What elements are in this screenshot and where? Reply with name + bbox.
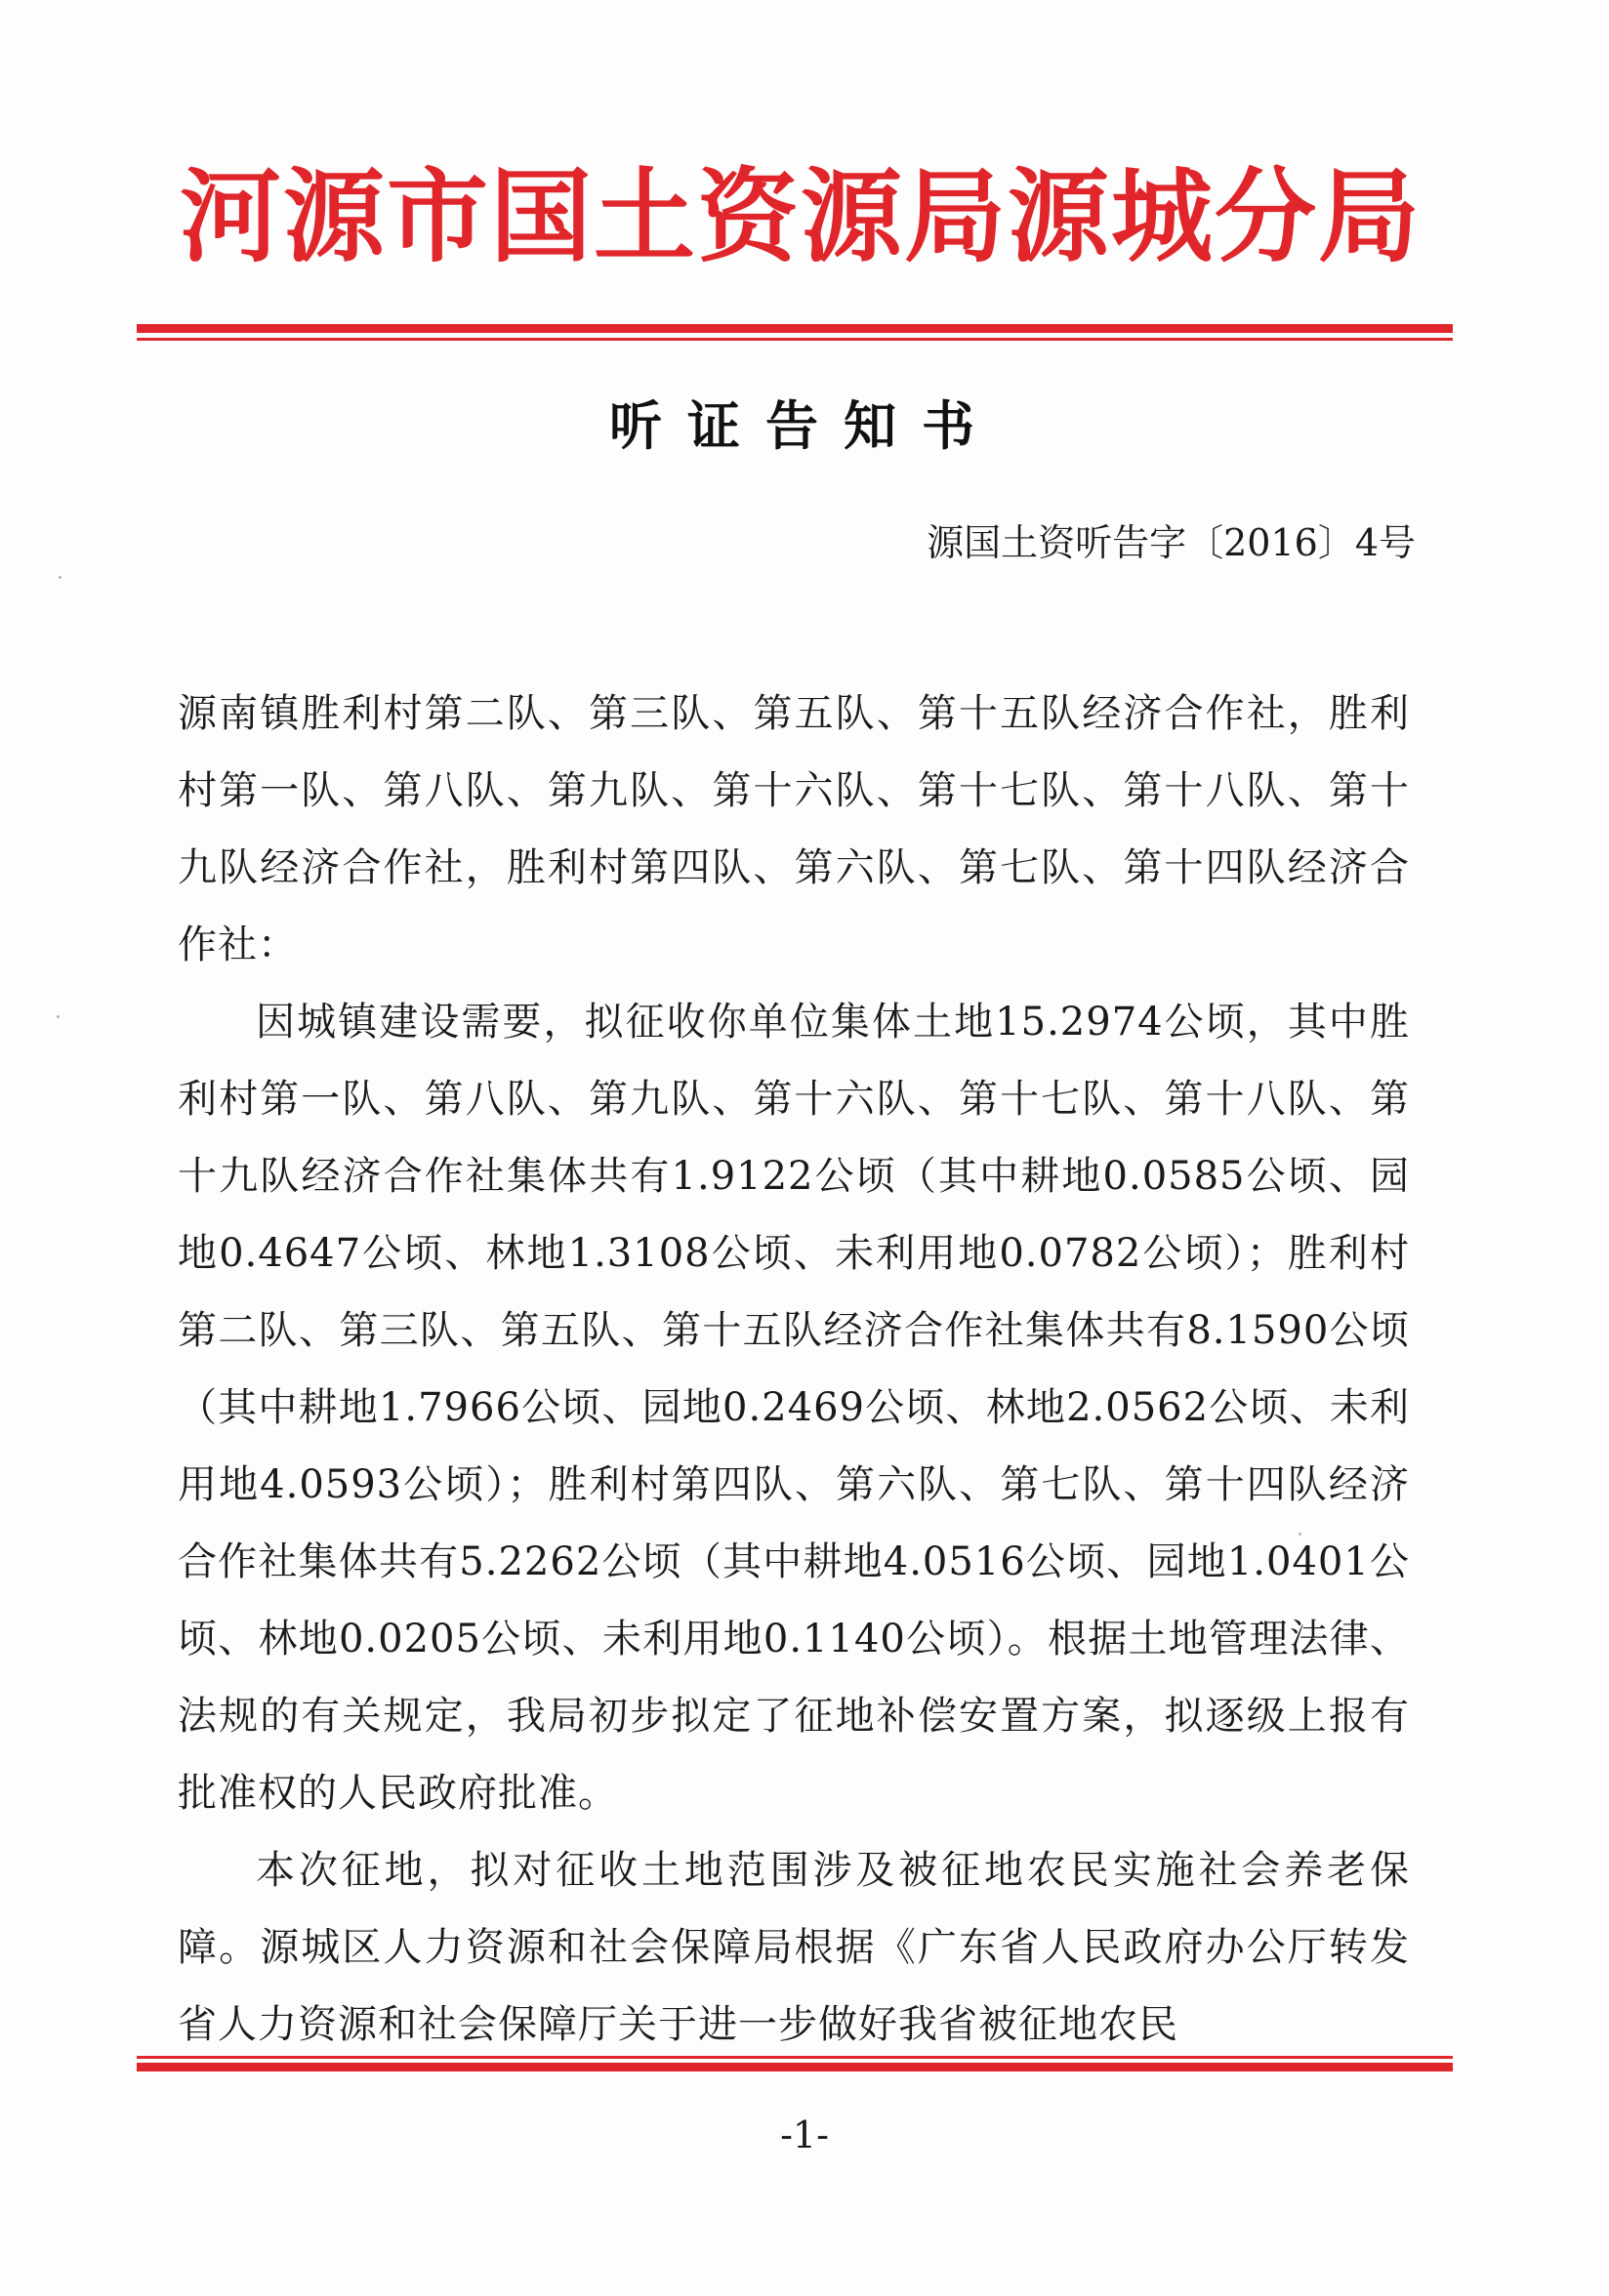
addressee-paragraph: 源南镇胜利村第二队、第三队、第五队、第十五队经济合作社，胜利村第一队、第八队、第九队、第十六队、第十七队、第十八队、第十九队经济合作社，胜利村第四队、第六队、第七队、第十四队经济合作社： xyxy=(178,691,1410,967)
body-paragraph-2: 本次征地，拟对征收土地范围涉及被征地农民实施社会养老保障。源城区人力资源和社会保障局根据《广东省人民政府办公厅转发省人力资源和社会保障厅关于进一步做好我省被征地农民 xyxy=(178,1848,1410,2047)
scan-artifact xyxy=(59,576,62,579)
header-divider-thin xyxy=(137,338,1453,341)
scan-artifact xyxy=(57,1015,60,1018)
body-paragraph-1: 因城镇建设需要，拟征收你单位集体土地15.2974公顷，其中胜利村第一队、第八队、第九队、第十六队、第十七队、第十八队、第十九队经济合作社集体共有1.9122公顷（其中耕地0.0585公顷、园地0.4647公顷、林地1.3108公顷、未利用地0.0782公顷）；胜利村第二队、第三队、第五队、第十五队经济合作社集体共有8.1590公顷（其中耕地1.7966公顷、园地0.2469公顷、林地2.0562公顷、未利用地4.0593公顷）；胜利村第四队、第六队、第七队、第十四队经济合作社集体共有5.2262公顷（其中耕地4.0516公顷、园地1.0401公顷、林地0.0205公顷、未利用地0.1140公顷）。根据土地管理法律、法规的有关规定，我局初步拟定了征地补偿安置方案，拟逐级上报有批准权的人民政府批准。 xyxy=(178,1000,1410,1816)
scan-artifact xyxy=(1299,1533,1301,1536)
header-divider-thick xyxy=(137,324,1453,333)
document-body xyxy=(178,676,1410,2064)
document-number: 源国土资听告字〔2016〕4号 xyxy=(927,521,1416,564)
document-title: 听证告知书 xyxy=(609,395,1000,457)
issuer-header: 河源市国土资源局源城分局 xyxy=(179,156,1422,276)
page-number: -1- xyxy=(780,2113,829,2156)
footer-divider-thick xyxy=(137,2063,1453,2071)
footer-divider-thin xyxy=(137,2056,1453,2059)
